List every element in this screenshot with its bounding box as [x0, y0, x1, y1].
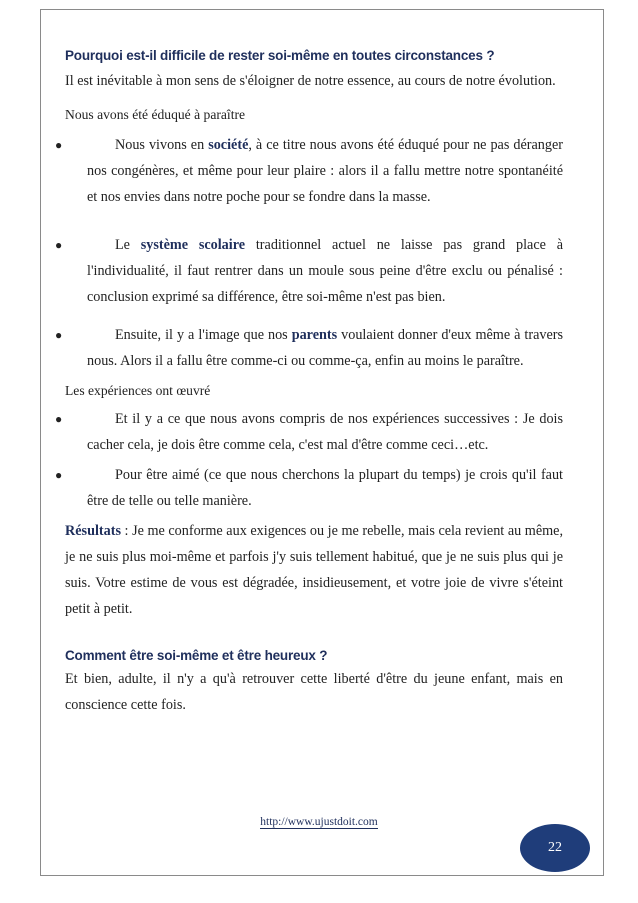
keyword: société — [208, 137, 249, 153]
results-label: Résultats — [65, 523, 121, 539]
keyword: système scolaire — [140, 237, 246, 253]
bullet-icon: ● — [55, 412, 63, 426]
page-number: 22 — [548, 840, 562, 855]
bullet-icon: ● — [55, 238, 63, 252]
section-heading: Pourquoi est-il difficile de rester soi-même en toutes circonstances ? — [65, 48, 495, 63]
list-item: ● Nous vivons en société, à ce titre nous avons été éduqué pour ne pas déranger nos congénères, et même pour leur plaire : alors il a fallu mettre notre spontanéité et nos envies dans notre poche pour se fondre dans la masse. — [65, 132, 563, 210]
bullet-icon: ● — [55, 138, 63, 152]
results-paragraph: Résultats : Je me conforme aux exigences ou je me rebelle, mais cela revient au même, je ne suis plus moi-même et parfois j'y suis tellement habitué, que je ne suis plus qui je suis. Votre estime de vous est dégradée, insidieusement, et votre joie de vivre s'éteint petit à petit. — [65, 523, 563, 617]
page-number-badge — [520, 824, 590, 872]
page-content — [55, 46, 564, 718]
keyword: parents — [291, 327, 338, 343]
bullet-icon: ● — [55, 468, 63, 482]
bullet-icon: ● — [55, 328, 63, 342]
list-item: ● Le système scolaire traditionnel actuel ne laisse pas grand place à l'individualité, il faut rentrer dans un moule sous peine d'être exclu ou pénalisé : conclusion exprimé sa différence, être soi-même n'est pas bien. — [65, 232, 563, 310]
intro-paragraph: Il est inévitable à mon sens de s'éloigner de notre essence, au cours de notre évolution. — [65, 73, 556, 89]
list-item: ● Pour être aimé (ce que nous cherchons la plupart du temps) je crois qu'il faut être de telle ou telle manière. — [65, 462, 563, 514]
footer-url-text[interactable]: http://www.ujustdoit.com — [260, 816, 378, 828]
list-item: ● Ensuite, il y a l'image que nos parents voulaient donner d'eux même à travers nous. Alors il a fallu être comme-ci ou comme-ça, enfin au moins le paraître. — [65, 322, 563, 374]
list-item: ● Et il y a ce que nous avons compris de nos expériences successives : Je dois cacher cela, je dois être comme cela, c'est mal d'être comme ceci…etc. — [65, 406, 563, 458]
conclusion-paragraph: Et bien, adulte, il n'y a qu'à retrouver cette liberté d'être du jeune enfant, mais en conscience cette fois. — [65, 671, 563, 713]
group-title: Nous avons été éduqué à paraître — [65, 107, 246, 122]
group-title: Les expériences ont œuvré — [65, 383, 211, 398]
section-heading: Comment être soi-même et être heureux ? — [65, 648, 328, 663]
